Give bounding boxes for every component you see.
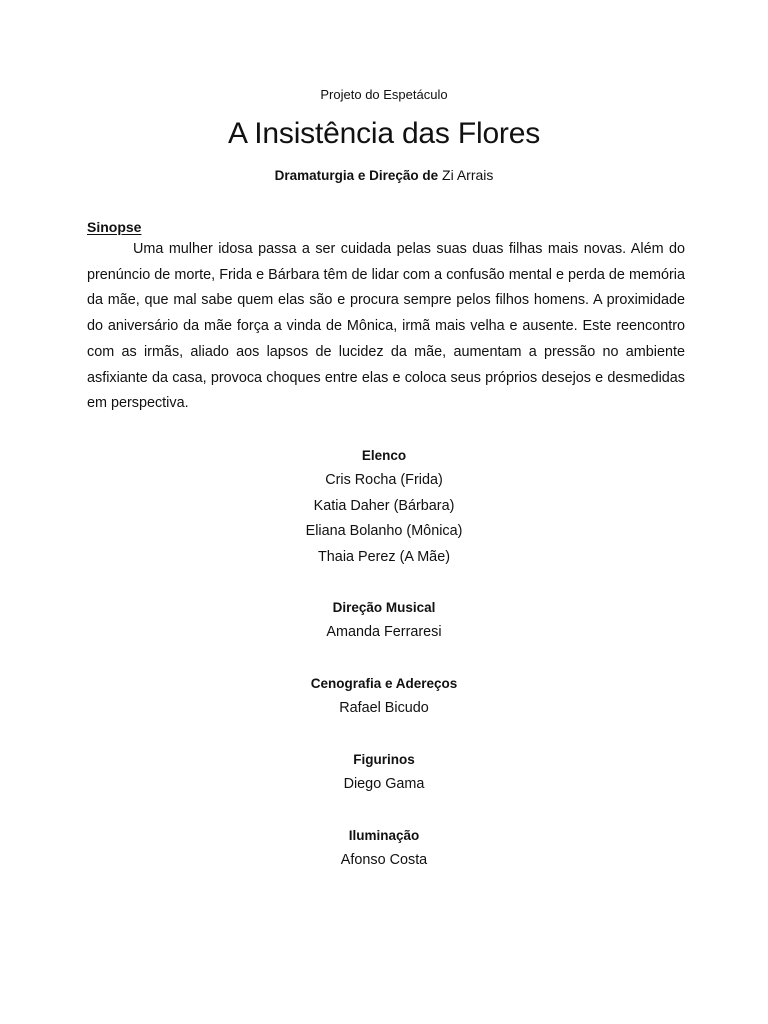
lighting-designer-name: Afonso Costa	[340, 852, 428, 868]
document-title: A Insistência das Flores	[227, 117, 541, 150]
costumes-heading: Figurinos	[353, 752, 415, 767]
synopsis-text: Uma mulher idosa passa a ser cuidada pelas suas duas filhas mais novas. Além do prenúncio de morte, Frida e Bárbara têm de lidar com a confusão mental e perda de memória da mãe, que mal sabe quem elas são e procura sempre pelos filhos homens. A proximidade do aniversário da mãe força a vinda de Mônica, irmã mais velha e ausente. Este reencontro com as irmãs, aliado aos lapsos de lucidez da mãe, aumentam a pressão no ambiente asfixiante da casa, provoca choques entre elas e coloca seus próprios desejos e desmedidas em perspectiva.	[87, 241, 685, 412]
music-direction-heading: Direção Musical	[332, 600, 436, 615]
cast-member: Eliana Bolanho (Mônica)	[305, 523, 463, 539]
music-director-name: Amanda Ferraresi	[326, 624, 442, 640]
cast-member: Thaia Perez (A Mãe)	[318, 548, 450, 565]
scenographer-name: Rafael Bicudo	[339, 700, 429, 716]
cast-member: Cris Rocha (Frida)	[325, 472, 443, 488]
cast-section	[0, 443, 768, 570]
scenography-section	[0, 671, 768, 722]
document-header-label: Projeto do Espetáculo	[320, 87, 448, 102]
cast-member: Katia Daher (Bárbara)	[313, 497, 455, 514]
author-credit	[0, 165, 768, 186]
author-name: Zi Arrais	[442, 167, 494, 183]
lighting-heading: Iluminação	[348, 828, 420, 843]
costume-designer-name: Diego Gama	[343, 776, 425, 792]
costumes-section	[0, 747, 768, 798]
lighting-section	[0, 823, 768, 874]
scenography-heading: Cenografia e Adereços	[310, 676, 458, 691]
author-credit-label: Dramaturgia e Direção de	[274, 168, 439, 183]
synopsis-heading: Sinopse	[87, 219, 142, 235]
cast-heading: Elenco	[361, 448, 407, 463]
music-direction-section	[0, 595, 768, 646]
